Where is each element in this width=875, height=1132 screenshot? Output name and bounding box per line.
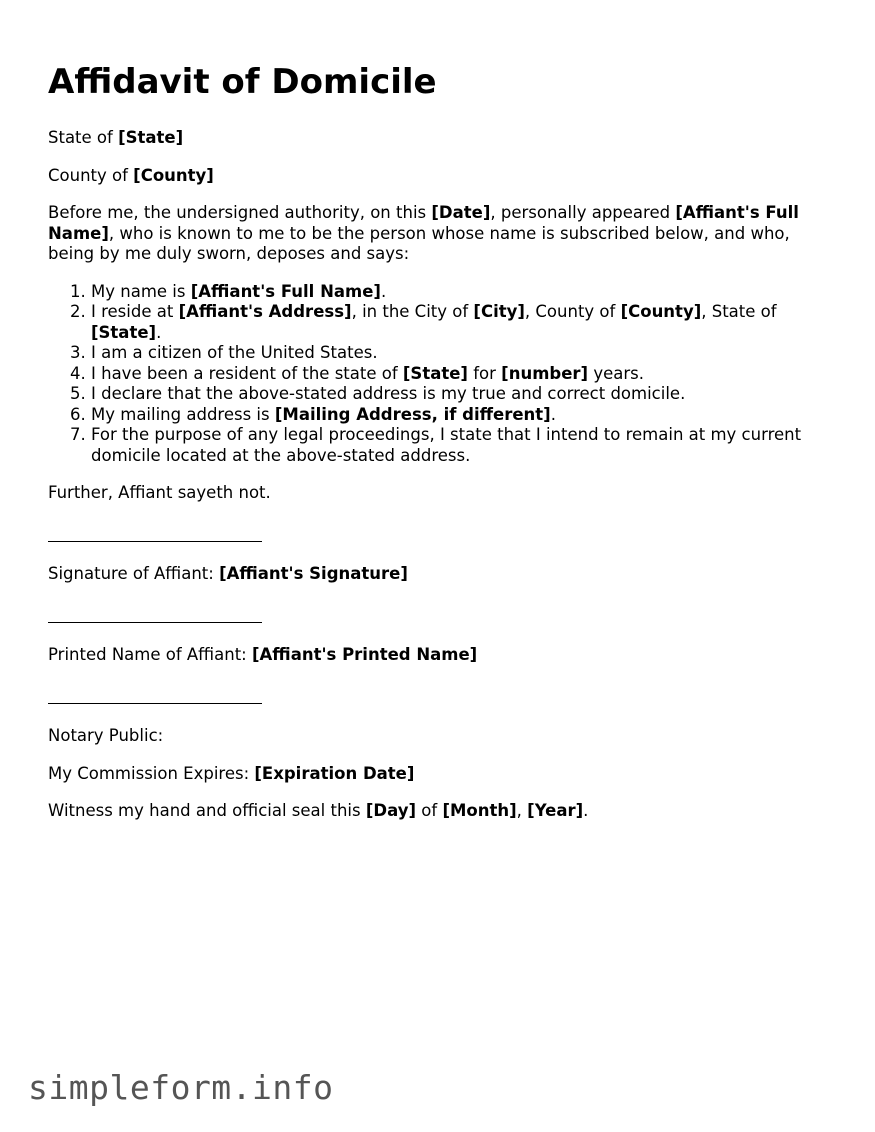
statement-list <box>48 282 838 467</box>
signature-value: [Affiant's Signature] <box>219 564 408 583</box>
witness-statement <box>48 801 838 822</box>
document-title: Affidavit of Domicile <box>48 62 437 102</box>
item-text: I declare that the above-stated address is my true and correct domicile. <box>91 384 686 403</box>
witness-day: [Day] <box>365 801 417 820</box>
item-text: for <box>467 363 502 383</box>
list-item <box>91 302 838 343</box>
state-line <box>48 128 838 149</box>
item-field: [State] <box>91 322 157 342</box>
intro-affiant: [Affiant's Full Name] <box>48 203 799 243</box>
blank-line <box>48 691 262 704</box>
closing-statement: Further, Affiant sayeth not. <box>48 483 271 502</box>
commission-label: My Commission Expires: <box>48 763 255 783</box>
printed-name-value: [Affiant's Printed Name] <box>251 645 478 664</box>
intro-paragraph <box>48 203 838 265</box>
watermark: simpleform.info <box>28 1068 334 1107</box>
item-text: , in the City of <box>351 302 474 321</box>
printed-name-label: Printed Name of Affiant: <box>48 645 252 664</box>
item-text: , State of <box>701 302 777 321</box>
blank-line <box>48 610 262 623</box>
witness-year: [Year] <box>527 801 584 820</box>
signature-label: Signature of Affiant: <box>48 564 220 583</box>
state-label: State of <box>48 128 119 147</box>
printed-name-line <box>48 602 838 629</box>
witness-text: . <box>583 801 589 820</box>
signature-line <box>48 521 838 548</box>
item-text: I have been a resident of the state of <box>91 363 403 383</box>
item-field: [number] <box>501 363 589 383</box>
witness-month: [Month] <box>442 801 517 820</box>
item-text: I am a citizen of the United States. <box>91 343 378 362</box>
list-item <box>91 425 838 466</box>
item-text: My mailing address is <box>91 404 275 424</box>
intro-text: , who is known to me to be the person whose name is subscribed below, and who, being by me duly sworn, deposes and says: <box>48 223 790 263</box>
item-text: years. <box>588 363 644 383</box>
signature-field <box>48 564 838 585</box>
item-field: [Mailing Address, if different] <box>274 404 551 424</box>
item-text: , County of <box>524 302 621 321</box>
item-text: I reside at <box>91 302 179 321</box>
item-text: . <box>550 404 556 424</box>
list-item <box>91 364 838 385</box>
intro-text: , personally appeared <box>490 203 676 222</box>
item-text: For the purpose of any legal proceedings, I state that I intend to remain at my current domicile located at the above-stated address. <box>91 425 802 465</box>
state-value: [State] <box>118 128 184 147</box>
list-item <box>91 282 838 303</box>
commission-field <box>48 764 838 785</box>
list-item <box>91 384 838 405</box>
notary-line <box>48 683 838 710</box>
county-value: [County] <box>133 165 214 185</box>
witness-text: Witness my hand and official seal this <box>48 801 366 820</box>
blank-line <box>48 529 262 542</box>
item-text: . <box>380 281 387 301</box>
notary-field: Notary Public: <box>48 726 164 745</box>
county-label: County of <box>48 165 134 185</box>
commission-value: [Expiration Date] <box>254 763 415 783</box>
item-field: [City] <box>473 302 525 321</box>
item-text: My name is <box>91 281 191 301</box>
item-field: [Affiant's Full Name] <box>190 281 381 301</box>
intro-date: [Date] <box>431 203 491 222</box>
witness-text: , <box>516 801 528 820</box>
county-line <box>48 166 838 187</box>
item-field: [County] <box>620 302 702 321</box>
item-text: . <box>156 322 162 342</box>
witness-text: of <box>416 801 443 820</box>
document-page <box>48 58 838 839</box>
printed-name-field <box>48 645 838 666</box>
item-field: [Affiant's Address] <box>178 302 352 321</box>
list-item <box>91 343 838 364</box>
intro-text: Before me, the undersigned authority, on this <box>48 203 432 222</box>
list-item <box>91 405 838 426</box>
item-field: [State] <box>402 363 468 383</box>
